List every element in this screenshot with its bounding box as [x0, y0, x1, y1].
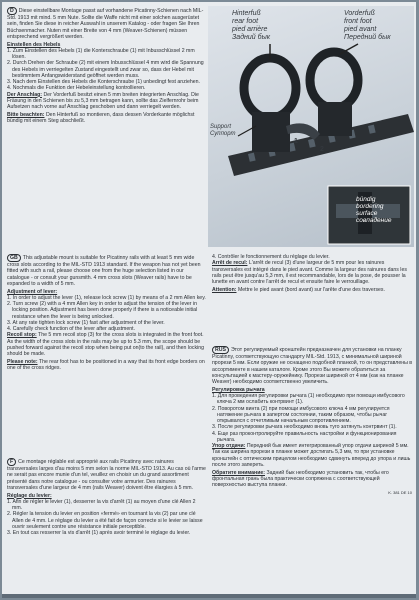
- rus-step: 1. Для проведения регулировки рычага (1) необходимо при помощи имбусового ключа 2 мм ослабить контрвинт (1).: [212, 393, 405, 406]
- language-badge-f: F: [7, 458, 16, 466]
- fr-step: 4. Contrôler le fonctionnement du réglage du levier.: [212, 254, 330, 260]
- fr-step: 3. En tout cas resserrer la vis d'arrêt (1) après avoir terminé le réglage du levier.: [7, 530, 191, 537]
- front-foot-label: Vorderfuß front foot pied avant Передний бык: [344, 10, 391, 41]
- language-badge-de: D: [7, 7, 17, 15]
- gb-step: 1. In order to adjust the lever (1), release lock screw (1) by means of a 2 mm Allen key.: [7, 294, 206, 301]
- de-step: 4. Nochmals die Funktion der Hebeleinstellung kontrollieren.: [7, 85, 146, 92]
- rus-heading-lever: Регулировка рычага: [212, 386, 265, 393]
- fr-step: 2. Régler la tension du levier en position «fermé» en tournant la vis (2) par une clé Allen de 4 mm. Le réglage du levier a été fait de façon correcte si le levier se laisse ouvrir seulement contre une résistance initiale perceptible.: [7, 511, 203, 530]
- french-section-continued: [212, 254, 412, 295]
- rus-intro: Этот регулируемый кронштейн предназначен для установки на планку Picatinny, соответствующую стандарту MIL-Std. 1913, с минимальной шириной прорези 5 мм. Если оружие не оснащено подобной планкой, то он представлены в ассортименте в нашем каталоге. Кроме этого Вы можете обратиться за консультацией к мастеру-оружейнику. Прорези шириной от 4 мм (как на планке Weaver) необходимо соответственно увеличить.: [212, 347, 413, 385]
- rus-note-text: Задний бык необходимо установить так, чтобы его фронтальная грань была практически сопряжена с соответствующей поверхностью выступа планки.: [212, 469, 389, 489]
- rus-step: 4. Еще раз проконтролируйте правильность настройки и функционирования рычага.: [212, 430, 397, 443]
- gb-step: 4. Carefully check function of the lever after adjustment.: [7, 326, 136, 333]
- fr-arret-label: Arrêt de recul:: [212, 260, 248, 267]
- gb-note-text: The rear foot has to be positioned in a way that its front edge borders on one of the cross ridges.: [7, 358, 205, 372]
- gb-recoil-label: Recoil stop:: [7, 332, 37, 339]
- instruction-sheet: [2, 2, 416, 598]
- gb-step: 2. Turn screw (2) with a 4 mm Allen key in order to adjust the tension of the lever in locking position. Adjustment has been done properly if there is a noticeable initial resistance when the lever is being unlocked.: [7, 301, 198, 320]
- rus-step: 3. После регулировки рычага необходимо вновь туго затянуть контрвинт (1).: [212, 424, 397, 431]
- callout-1: 1: [294, 138, 298, 145]
- language-badge-gb: GB: [7, 254, 21, 262]
- gb-heading-lever: Adjustment of lever:: [7, 288, 58, 295]
- rear-foot-label: Hinterfuß rear foot pied arrière Задний бык: [232, 10, 271, 41]
- gb-note-label: Please note:: [7, 358, 38, 365]
- de-step: 3. Nach dem Einstellen des Hebels die Konterschraube (1) unbedingt fest anziehen.: [7, 79, 200, 86]
- french-section: [7, 458, 206, 536]
- callout-2: 2: [320, 146, 324, 153]
- de-anschlag-label: Der Anschlag:: [7, 91, 42, 98]
- fr-step: 1. Afin de régler le levier (1), desserrer la vis d'arrêt (1) au moyen d'une clé Allen 2 mm.: [7, 498, 196, 512]
- fr-intro: Ce montage réglable est approprié aux rails Picatinny avec rainures transversales larges d'au moins 5 mm selon la norme MIL-STD 1913. Au cas où l'arme ne serait pas encore munie d'un tel, veuillez en choisir un du grand assortiment présenté dans notre catalogue - ou consulter votre armurier. Des rainures transversales d'une largeur de 4 mm (rails Weaver) doivent être élargies à 5 mm.: [7, 459, 206, 491]
- rus-note-label: Обратите внимание:: [212, 469, 265, 476]
- fr-note-text: Mettre le pied avant (bord avant) sur l'arête d'une des traverses.: [237, 286, 385, 293]
- mount-photo: [208, 6, 414, 247]
- flush-label: bündig bordering surface совпадение: [356, 196, 392, 224]
- german-section: [7, 7, 206, 126]
- de-anschlag-text: Der Vorderfuß besitzt einen 5 mm breiten integrierten Anschlag. Die Fräsung in den Schienen bis zu 5,3 mm betragen kann, sollte das Zielfernrohr beim Aufsetzen nach vorne auf Anschlag geschoben und dann verriegelt werden.: [7, 91, 199, 111]
- language-badge-rus: RUS: [212, 346, 229, 354]
- de-step: 1. Zum Einstellen des Hebels (1) die Konterschraube (1) mit Inbusschlüssel 2 mm lösen.: [7, 47, 195, 61]
- de-step: 2. Durch Drehen der Schraube (2) mit einem Inbusschlüssel 4 mm wird die Spannung des Hebels im verriegelten Zustand eingestellt und zwar so, dass der Hebel mit bestimmtem Anfangswiderstand geöffnet werden muss.: [7, 60, 204, 79]
- de-note-text: Den Hinterfuß so montieren, dass dessen Vorderkante möglichst bündig mit einem Steg abschließt.: [7, 111, 195, 125]
- rus-stop-text: Передний бык имеет интегрированный упор отдачи шириной 5 мм. Так как ширина прорези в планке может достигать 5,3 мм, то при установке кронштейн с оптическим прицелом необходимо сдвинуть вперед до упора и лишь после этого запереть.: [212, 443, 411, 468]
- fr-heading-lever: Réglage du levier:: [7, 492, 52, 499]
- gb-intro: This adjustable mount is suitable for Picatinny rails with at least 5 mm wide cross slots according to the MIL-STD 1913 standard. If the weapon has not yet been fitted with such a rail, please choose one from the huge selection listed in our catalogue - or consult your gunsmith. 4 mm cross slots (Weaver rails) have to be expanded to a width of 5 mm.: [7, 255, 201, 287]
- de-note-label: Bitte beachten:: [7, 111, 45, 118]
- russian-section: [212, 346, 412, 496]
- gb-recoil-text: The 5 mm recoil stop (3) for the cross slots is integrated in the front foot. As the width of the cross slots in the rails may be up to 5.3 mm, the scope should be pushed forward against the recoil stop when being put on(to the rail), and then locking should be made.: [7, 332, 204, 358]
- english-section: [7, 254, 206, 373]
- fr-note-label: Attention:: [212, 286, 237, 293]
- document-code: K. 381 DE 10: [388, 490, 412, 496]
- page-edge: [2, 594, 416, 598]
- de-intro: Diese einstellbare Montage passt auf vorhandene Picatinny-Schienen nach MIL-Std. 1913 mit mind. 5 mm Nute. Sollte die Waffe nicht mit einer solchen ausgerüstet sein, finden Sie diese in reicher Auswahl in unserem Katalog - oder fragen Sie Ihren Büchsenmacher. Nuten mit einer Breite von 4 mm (Weaver-Schienen) müssen entsprechend vergrößert werden.: [7, 8, 204, 40]
- rus-step: 2. Поворотом винта (2) при помощи имбусового ключа 4 мм регулируется натяжение рычага в запертом состоянии, таким образом, чтобы рычаг открывался с отчетливым начальным сопротивлением.: [212, 405, 390, 425]
- support-label: Support Суппорт: [210, 124, 236, 137]
- de-heading-lever: Einstellen des Hebels: [7, 41, 61, 48]
- gb-step: 3. At any rate tighten lock screw (1) fast after adjustment of the lever.: [7, 319, 165, 326]
- rus-stop-label: Упор отдачи:: [212, 443, 246, 450]
- fr-arret-text: L'arrêt de recul (3) d'une largeur de 5 mm pour les rainures transversales est intégré dans le pied avant. Comme la largeur des rainures dans les rails peut être jusqu'au 5,3 mm, il est recommandable, lors de la pose, de pousser la lunette en avant contre l'arrêt de recul et ensuite faire le verrouillage.: [212, 260, 407, 285]
